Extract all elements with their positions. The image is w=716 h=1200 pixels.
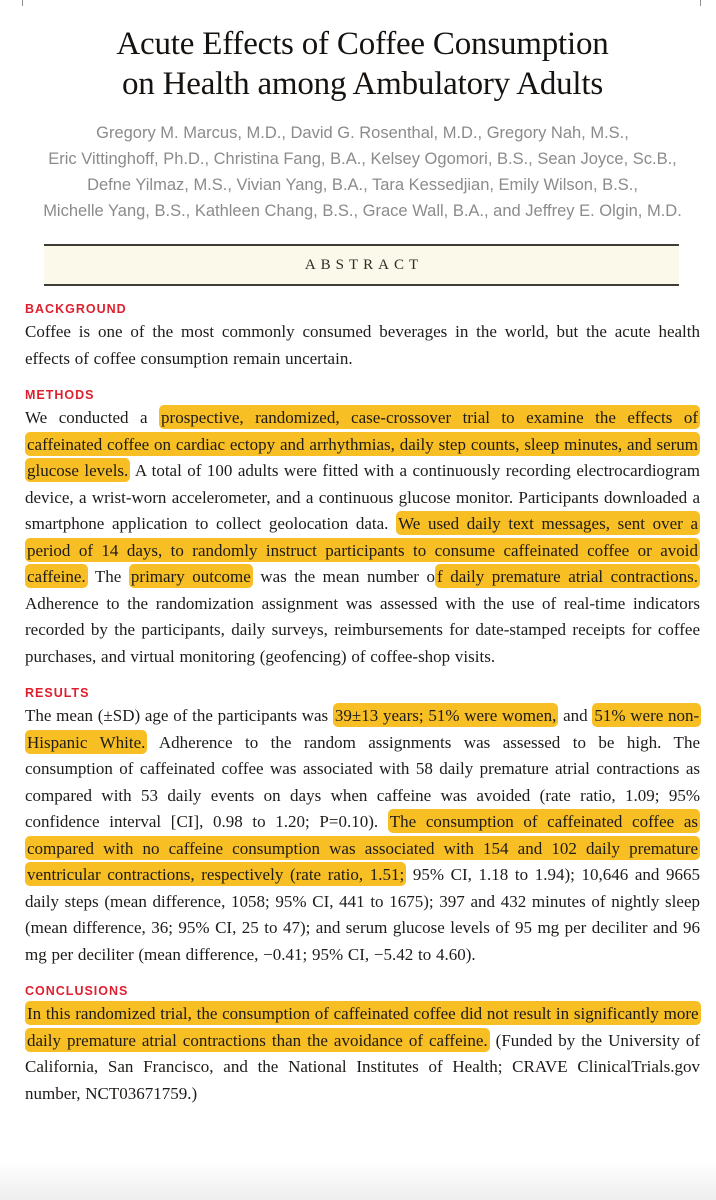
highlighted-text: The consumption of caffeinated coffee as compared with no caffeine consumption was associated with 154 and 102 daily premature ventricular contractions, respectively (rate ratio, 1.51; <box>25 809 700 886</box>
highlighted-text: 39±13 years; 51% were women, <box>333 703 558 727</box>
section-paragraph <box>25 1001 700 1107</box>
highlighted-text: f daily premature atrial contractions. <box>435 564 700 588</box>
author-line: Eric Vittinghoff, Ph.D., Christina Fang, B.A., Kelsey Ogomori, B.S., Sean Joyce, Sc.B., <box>48 150 677 168</box>
section-label: BACKGROUND <box>25 302 127 316</box>
abstract-header-label: ABSTRACT <box>304 256 424 273</box>
text-segment: 95% CI, 1.18 to 1.94); 10,646 and 9665 daily steps (mean difference, 1058; 95% CI, 441 to 1675); 397 and 432 minutes of nightly sleep (mean difference, 36; 95% CI, 25 to 47); and serum glucose levels of 95 mg per deciliter and 96 mg per deciliter (mean difference, −0.41; 95% CI, −5.42 to 4.60). <box>25 865 700 964</box>
highlighted-text: We used daily text messages, sent over a period of 14 days, to randomly instruct participants to consume caffeinated coffee or avoid caffeine. <box>25 511 700 588</box>
abstract-content <box>0 24 716 1107</box>
abstract-sections <box>25 302 700 1107</box>
abstract-section <box>25 302 700 372</box>
highlighted-text: 51% were non-Hispanic White. <box>25 703 701 754</box>
abstract-section <box>25 686 700 968</box>
crop-mark-top-right <box>700 0 701 6</box>
abstract-header-band <box>44 244 679 286</box>
edge-letter-fragment <box>0 385 6 419</box>
edge-letter-fragment <box>0 419 6 453</box>
highlighted-text: primary outcome <box>129 564 253 588</box>
text-segment: A total of 100 adults were fitted with a continuously recording electrocardiogram device, a wrist-worn accelerometer, and a continuous glucose monitor. Participants downloaded a smartphone application to collect geolocation data. <box>25 461 700 533</box>
edge-letter-fragment <box>0 318 6 352</box>
abstract-section <box>25 984 700 1107</box>
section-paragraph <box>25 405 700 670</box>
text-segment: Adherence to the random assignments was assessed to be high. The consumption of caffeinated coffee was associated with 58 daily premature atrial contractions as compared with 53 daily events on days when caffeine was avoided (rate ratio, 1.09; 95% confidence interval [CI], 0.98 to 1.20; P=0.10). <box>25 732 700 831</box>
section-label: RESULTS <box>25 686 90 700</box>
author-line: Michelle Yang, B.S., Kathleen Chang, B.S., Grace Wall, B.A., and Jeffrey E. Olgin, M.D. <box>43 202 682 220</box>
author-line: Defne Yilmaz, M.S., Vivian Yang, B.A., Tara Kessedjian, Emily Wilson, B.S., <box>87 176 638 194</box>
article-title-line1: Acute Effects of Coffee Consumption <box>116 26 609 62</box>
article-title <box>35 24 690 104</box>
section-label: CONCLUSIONS <box>25 984 129 998</box>
article-title-line2: on Health among Ambulatory Adults <box>121 66 604 102</box>
text-segment: (Funded by the University of California, San Francisco, and the National Institutes of Health; CRAVE ClinicalTrials.gov number, NCT03671759.) <box>25 1030 700 1103</box>
text-segment: Adherence to the randomization assignment was assessed with the use of real-time indicators recorded by the participants, daily surveys, reimbursements for date-stamped receipts for coffee purchases, and virtual monitoring (geofencing) of coffee-shop visits. <box>25 593 700 666</box>
text-segment: The <box>87 567 129 586</box>
edge-letter-fragment <box>0 486 6 520</box>
author-line: Gregory M. Marcus, M.D., David G. Rosenthal, M.D., Gregory Nah, M.S., <box>96 124 629 142</box>
text-segment: We conducted a <box>25 408 160 427</box>
author-list <box>25 120 700 224</box>
section-label: METHODS <box>25 388 95 402</box>
text-segment: was the mean number o <box>252 567 436 586</box>
highlighted-text: In this randomized trial, the consumption of caffeinated coffee did not result in significantly more daily premature atrial contractions than the avoidance of caffeine. <box>25 1001 701 1052</box>
edge-letter-fragment <box>0 352 6 386</box>
page-edge-text-fragments <box>0 318 6 519</box>
crop-mark-top-left <box>22 0 23 6</box>
abstract-section <box>25 388 700 670</box>
edge-letter-fragment <box>0 452 6 486</box>
section-paragraph <box>25 319 700 372</box>
text-segment: The mean (±SD) age of the participants was <box>25 706 333 725</box>
text-segment: Coffee is one of the most commonly consumed beverages in the world, but the acute health effects of coffee consumption remain uncertain. <box>25 322 700 368</box>
section-paragraph <box>25 703 700 968</box>
text-segment: and <box>558 706 593 725</box>
highlighted-text: prospective, randomized, case-crossover trial to examine the effects of caffeinated coffee on cardiac ectopy and arrhythmias, daily step counts, sleep minutes, and serum glucose levels. <box>25 405 700 482</box>
